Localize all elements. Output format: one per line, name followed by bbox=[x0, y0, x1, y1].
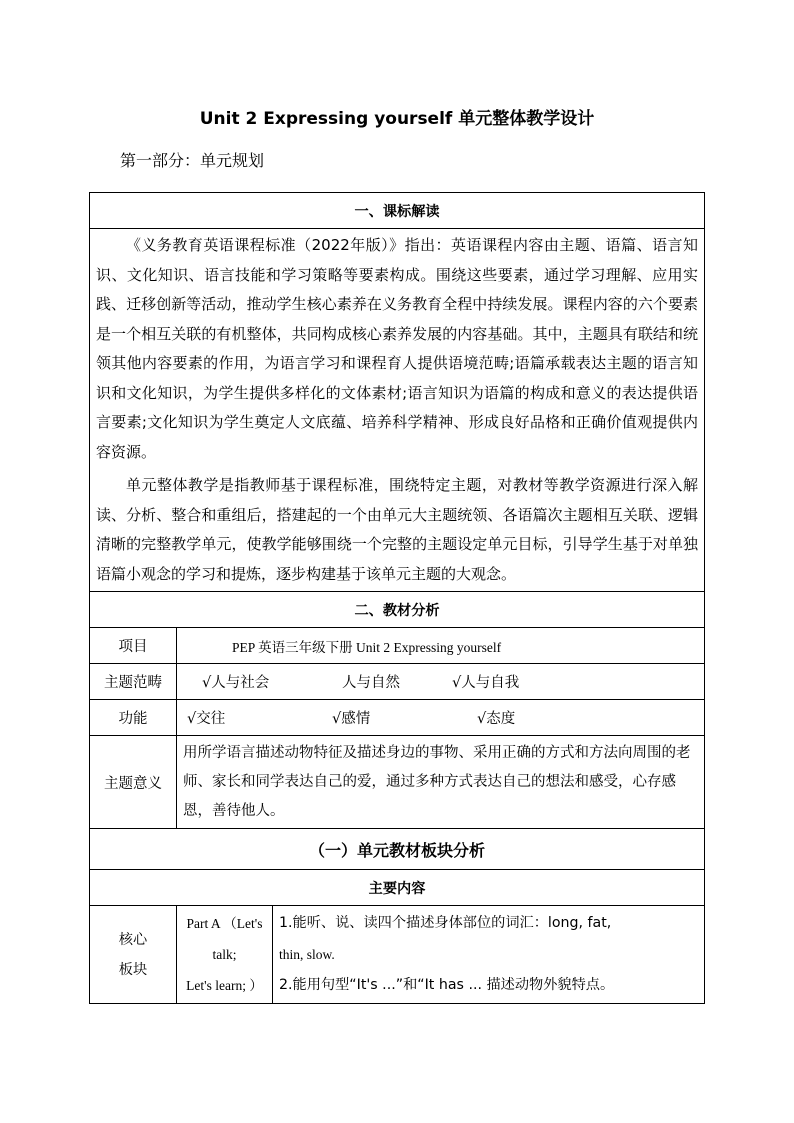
meaning-label: 主题意义 bbox=[90, 736, 177, 829]
section-heading-curriculum: 一、课标解读 bbox=[90, 193, 705, 229]
theme-label: 主题范畴 bbox=[90, 664, 177, 700]
theme-options bbox=[177, 664, 705, 700]
core-content-cell bbox=[273, 906, 705, 1004]
core-item-1-line2: thin, slow. bbox=[279, 947, 335, 962]
function-options bbox=[177, 700, 705, 736]
curriculum-paragraph-2: 单元整体教学是指教师基于课程标准，围绕特定主题，对教材等教学资源进行深入解读、分析、整合和重组后，搭建起的一个由单元大主题统领、各语篇次主题相互关联、逻辑清晰的完整教学单元，使教学能够围绕一个完整的主题设定单元目标，引导学生基于对单独语篇小观念的学习和提炼，逐步构建基于该单元主题的大观念。 bbox=[96, 476, 699, 583]
theme-option-self: √人与自我 bbox=[452, 675, 520, 691]
core-label-line1: 核心 bbox=[118, 931, 148, 948]
part-subtitle: 第一部分：单元规划 bbox=[120, 151, 265, 170]
function-option-attitude: √态度 bbox=[477, 711, 516, 727]
part-a-line1: Part A （Let's talk; bbox=[186, 916, 263, 962]
curriculum-paragraph-1: 《义务教育英语课程标准（2022年版）》指出：英语课程内容由主题、语篇、语言知识、文化知识、语言技能和学习策略等要素构成。围绕这些要素，通过学习理解、应用实践、迁移创新等活动，推动学生核心素养在义务教育全程中持续发展。课程内容的六个要素是一个相互关联的有机整体，共同构成核心素养发展的内容基础。其中，主题具有联结和统领其他内容要素的作用，为语言学习和课程育人提供语境范畴;语篇承载表达主题的语言知识和文化知识，为学生提供多样化的文体素材;语言知识为语篇的构成和意义的表达提供语言要素;文化知识为学生奠定人文底蕴、培养科学精神、形成良好品格和正确价值观提供内容资源。 bbox=[96, 236, 699, 461]
part-a-line2: Let's learn; ） bbox=[186, 978, 263, 993]
function-label: 功能 bbox=[90, 700, 177, 736]
meaning-value: 用所学语言描述动物特征及描述身边的事物、采用正确的方式和方法向周围的老师、家长和同学表达自己的爱，通过多种方式表达自己的想法和感受，心存感恩，善待他人。 bbox=[177, 736, 705, 829]
function-option-emotion: √感情 bbox=[332, 711, 371, 727]
core-label-line2: 板块 bbox=[118, 961, 148, 978]
project-label: 项目 bbox=[90, 628, 177, 664]
theme-option-nature: 人与自然 bbox=[342, 675, 400, 691]
function-option-communication: √交往 bbox=[187, 711, 226, 727]
plan-table bbox=[89, 192, 705, 1004]
part-a-cell bbox=[177, 906, 273, 1004]
section-heading-textbook: 二、教材分析 bbox=[90, 592, 705, 628]
core-item-1-line1: 1.能听、说、读四个描述身体部位的词汇：long, fat, bbox=[279, 915, 612, 931]
curriculum-text-cell bbox=[90, 229, 705, 592]
project-value: PEP 英语三年级下册 Unit 2 Expressing yourself bbox=[177, 628, 705, 664]
core-item-2: 2.能用句型“It's ...”和“It has ... 描述动物外貌特点。 bbox=[279, 977, 615, 993]
section-heading-modules: （一）单元教材板块分析 bbox=[90, 829, 705, 870]
document-title: Unit 2 Expressing yourself 单元整体教学设计 bbox=[199, 109, 595, 129]
core-module-label bbox=[90, 906, 177, 1004]
theme-option-society: √人与社会 bbox=[202, 675, 270, 691]
main-content-heading: 主要内容 bbox=[90, 870, 705, 906]
